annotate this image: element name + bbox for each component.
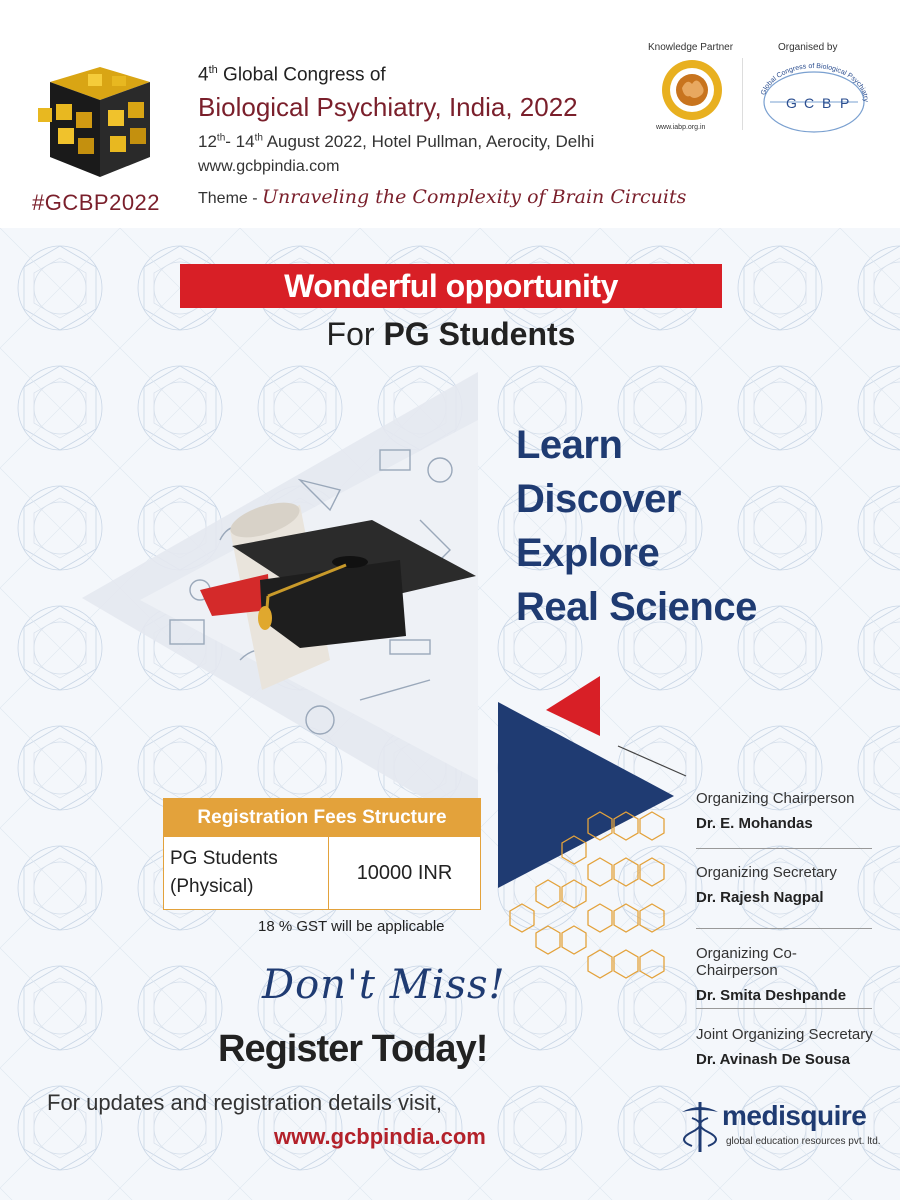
congress-title: Biological Psychiatry, India, 2022: [198, 92, 578, 122]
congress-edition: 4th Global Congress of: [198, 64, 386, 86]
gcbp-letter: G: [786, 95, 797, 111]
gcbp-ring-text: Global Congress of Biological Psychiatry: [760, 62, 870, 103]
organised-by-label: Organised by: [778, 42, 838, 53]
registration-url[interactable]: www.gcbpindia.com: [274, 1124, 486, 1149]
organizer-role: Organizing Co-Chairperson: [696, 945, 797, 979]
gcbp-letter: B: [822, 95, 832, 111]
sponsor-name: medisquire: [722, 1100, 867, 1131]
organizer-entry: [696, 945, 876, 1004]
organizer-role: Organizing Secretary: [696, 864, 837, 881]
organizer-name: Dr. Rajesh Nagpal: [696, 889, 824, 906]
word-discover: Discover: [516, 477, 681, 521]
gcbp-letter: P: [840, 95, 850, 111]
learn-words-list: [516, 418, 757, 634]
event-dates: 12th- 14th August 2022, Hotel Pullman, Aerocity, Delhi: [198, 132, 595, 151]
fees-row: [164, 837, 480, 909]
organizer-role: Joint Organizing Secretary: [696, 1026, 873, 1043]
gst-note: 18 % GST will be applicable: [258, 918, 445, 935]
fees-heading: Registration Fees Structure: [164, 799, 480, 837]
organizer-entry: [696, 864, 876, 906]
audience-heading: For PG Students: [326, 316, 576, 352]
word-real-science: Real Science: [516, 585, 757, 629]
organizer-name: Dr. Avinash De Sousa: [696, 1051, 850, 1068]
caduceus-icon: [680, 1098, 720, 1154]
organizer-name: Dr. Smita Deshpande: [696, 987, 847, 1004]
sponsor-tagline: global education resources pvt. ltd.: [726, 1136, 881, 1147]
fees-table: [163, 798, 481, 910]
gcbp-letter: C: [804, 95, 815, 111]
organizer-name: Dr. E. Mohandas: [696, 815, 813, 832]
fee-category: PG Students (Physical): [164, 837, 329, 909]
organizer-entry: [696, 1026, 876, 1068]
knowledge-partner-label: Knowledge Partner: [648, 42, 734, 53]
register-today-heading: Register Today!: [218, 1028, 488, 1070]
red-triangle-accent: [546, 676, 600, 736]
iabp-url[interactable]: www.iabp.org.in: [656, 124, 706, 131]
organizer-divider: [696, 848, 872, 849]
organizer-divider: [696, 1008, 872, 1009]
organizer-role: Organizing Chairperson: [696, 790, 855, 807]
word-explore: Explore: [516, 531, 660, 575]
updates-text: For updates and registration details visit,: [47, 1090, 442, 1115]
dont-miss-text: Don't Miss!: [262, 962, 506, 1008]
opportunity-banner: Wonderful opportunity: [180, 264, 722, 308]
theme-line: Theme - Unraveling the Complexity of Brain Circuits: [198, 186, 687, 208]
accent-line: [618, 746, 686, 776]
hashtag: #GCBP2022: [32, 190, 161, 215]
word-learn: Learn: [516, 423, 623, 467]
fee-amount: 10000 INR: [356, 861, 453, 884]
theme-text: Unraveling the Complexity of Brain Circuits: [262, 186, 687, 208]
organizer-entry: [696, 790, 876, 832]
organizer-divider: [696, 928, 872, 929]
header-website[interactable]: www.gcbpindia.com: [198, 158, 340, 175]
